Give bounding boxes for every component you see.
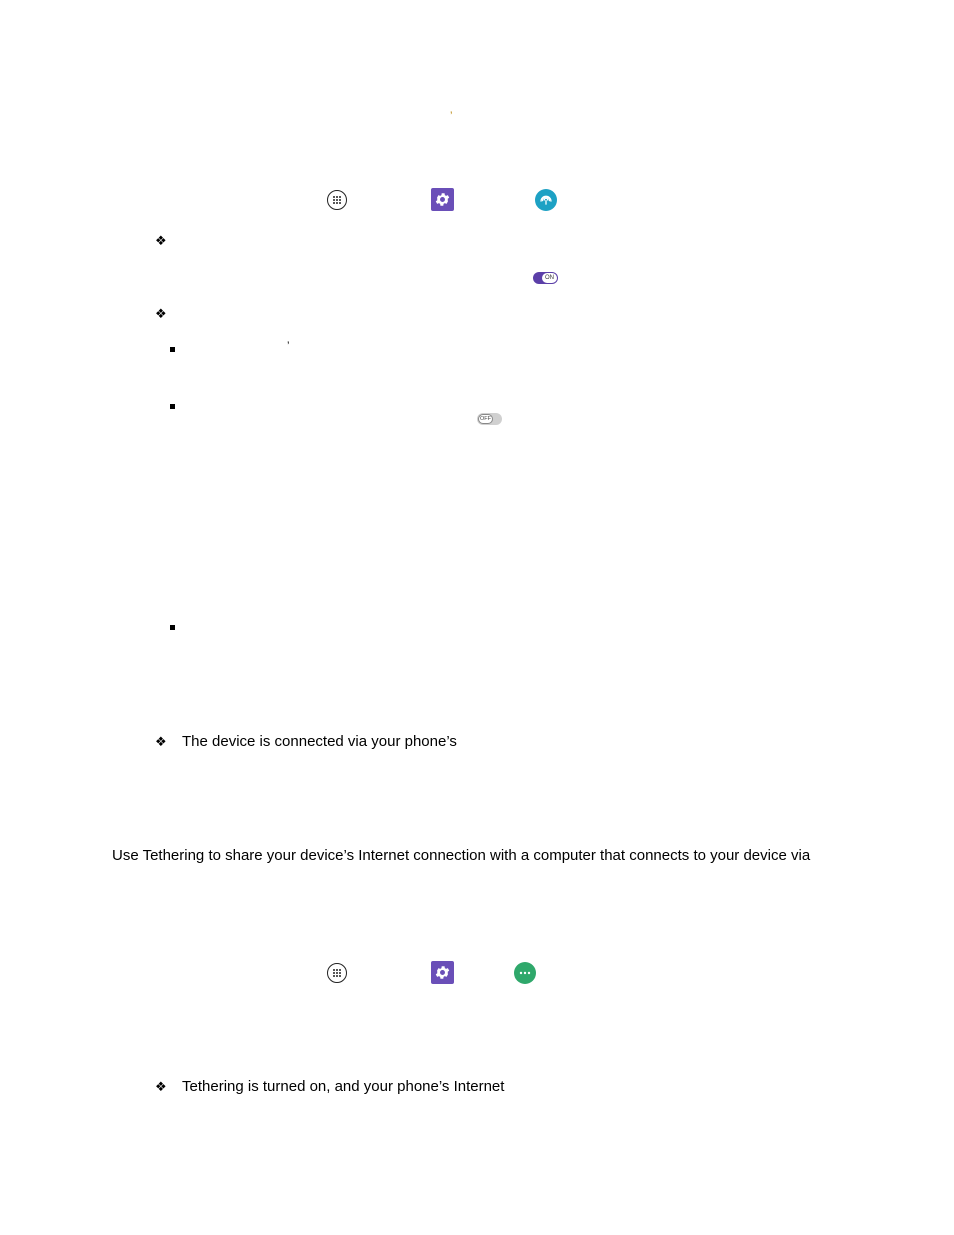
toggle-off-label: OFF: [480, 416, 491, 422]
square-bullet-icon: [170, 347, 175, 352]
tethering-result-text: Tethering is turned on, and your phone’s Internet: [182, 1078, 505, 1095]
square-bullet-icon: [170, 404, 175, 409]
stray-apostrophe: ’: [450, 110, 453, 122]
apps-icon: [327, 190, 347, 210]
stray-apostrophe: ’: [287, 340, 290, 352]
toggle-off-icon: [477, 413, 502, 425]
toggle-on-icon: [533, 272, 558, 284]
tethering-intro-text: Use Tethering to share your device’s Internet connection with a computer that connects to your device via: [112, 847, 811, 864]
more-icon: [514, 962, 536, 984]
toggle-on-label: ON: [542, 273, 557, 283]
diamond-bullet-icon: ❖: [155, 734, 167, 749]
diamond-bullet-icon: ❖: [155, 1079, 167, 1094]
settings-icon: [431, 188, 454, 211]
hotspot-icon: [535, 189, 557, 211]
settings-icon: [431, 961, 454, 984]
diamond-bullet-icon: ❖: [155, 306, 167, 321]
apps-icon: [327, 963, 347, 983]
square-bullet-icon: [170, 625, 175, 630]
hotspot-connected-text: The device is connected via your phone’s: [182, 733, 457, 750]
diamond-bullet-icon: ❖: [155, 233, 167, 248]
